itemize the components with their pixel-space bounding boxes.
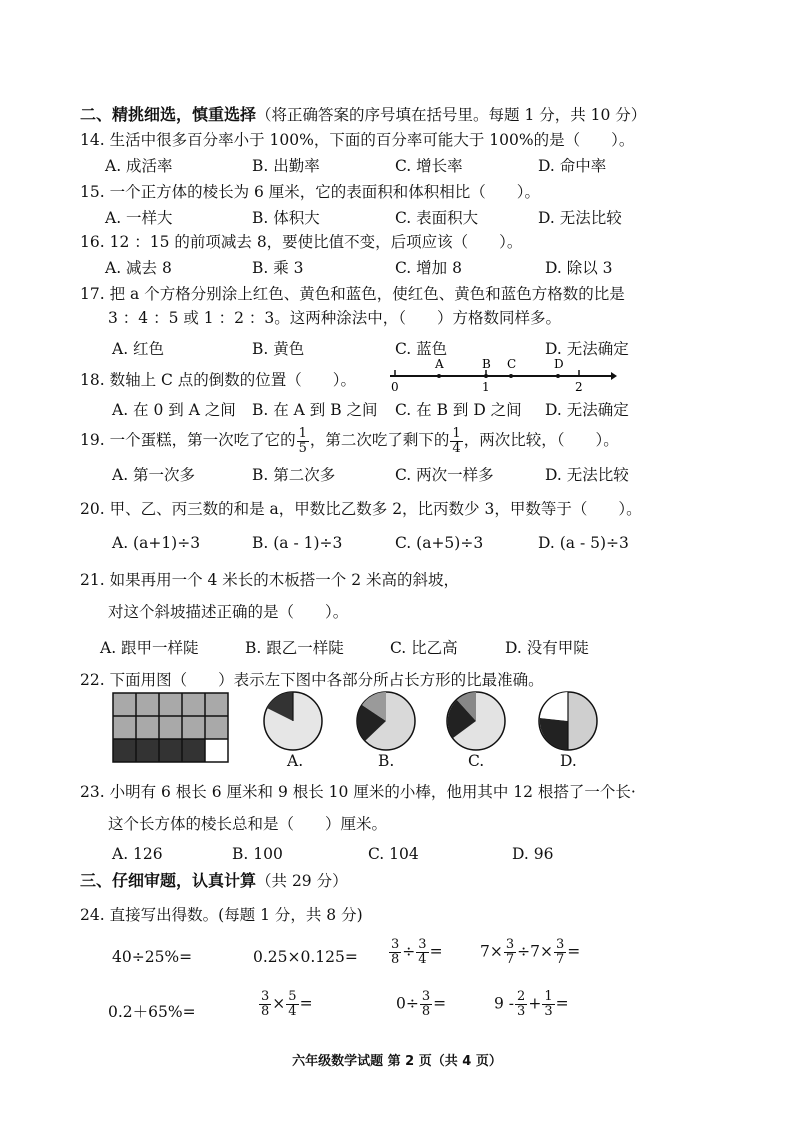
tick-label-0: 0	[391, 380, 399, 393]
option-c[interactable]: C. 蓝色	[395, 340, 448, 358]
question-number: 22.	[80, 671, 105, 689]
denominator: 7	[555, 952, 565, 967]
question-text: 一个正方体的棱长为 6 厘米，它的表面积和体积相比（ ）。	[109, 183, 541, 201]
point-c	[509, 374, 513, 378]
numerator: 1	[298, 425, 307, 441]
question-text: 直接写出得数。(每题 1 分，共 8 分)	[109, 906, 363, 924]
page-footer: 六年级数学试题 第 2 页（共 4 页）	[292, 1054, 502, 1069]
option-b[interactable]: B. 跟乙一样陡	[245, 639, 344, 657]
question-22	[80, 668, 544, 690]
question-text: 甲、乙、丙三数的和是 a，甲数比乙数多 2，比丙数少 3，甲数等于（ ）。	[109, 500, 642, 518]
option-c[interactable]: C. 104	[368, 845, 419, 863]
question-21	[80, 568, 459, 590]
question-23	[80, 780, 636, 802]
question-20	[80, 497, 642, 519]
option-a[interactable]: A. 减去 8	[105, 259, 172, 277]
fraction	[286, 990, 298, 1019]
question-text: 12 ：15 的前项减去 8，要使比值不变，后项应该（ ）。	[109, 233, 523, 251]
pie-option-c[interactable]	[445, 690, 507, 752]
numerator: 3	[421, 989, 431, 1004]
question-number: 21.	[80, 571, 105, 589]
option-c[interactable]: C. (a+5)÷3	[395, 534, 484, 552]
denominator: 4	[288, 1004, 297, 1019]
denominator: 8	[391, 952, 400, 967]
numerator: 3	[505, 937, 515, 952]
denominator: 3	[544, 1004, 553, 1019]
section3-instruction: （共 29 分）	[256, 872, 348, 890]
numerator: 3	[418, 937, 427, 952]
operator: ÷7×	[517, 942, 553, 961]
calc-item-7	[396, 990, 446, 1019]
option-d[interactable]: D. 无法确定	[545, 340, 629, 358]
numerator: 2	[517, 989, 526, 1004]
numerator: 5	[288, 989, 297, 1004]
operand: 7×	[480, 942, 503, 961]
option-d[interactable]: D. (a - 5)÷3	[538, 534, 629, 552]
option-a[interactable]: A. 一样大	[105, 209, 173, 227]
denominator: 4	[418, 952, 427, 967]
question-number: 18.	[80, 371, 105, 389]
option-a[interactable]: A. 在 0 到 A 之间	[112, 401, 236, 419]
calc-item-8	[494, 990, 569, 1019]
numerator: 3	[391, 937, 400, 952]
fraction	[416, 938, 428, 967]
denominator: 8	[421, 1004, 431, 1019]
calc-item-5: 0.2＋65%=	[108, 1003, 196, 1021]
point-d	[556, 374, 560, 378]
option-c[interactable]: C. 表面积大	[395, 209, 479, 227]
option-d[interactable]: D. 除以 3	[545, 259, 613, 277]
option-b[interactable]: B. 黄色	[252, 340, 305, 358]
denominator: 8	[261, 1004, 270, 1019]
point-c-label: C	[507, 357, 517, 371]
question-text-continued: 3 ：4 ：5 或 1 ：2 ：3。这两种涂法中，（ ）方格数同样多。	[108, 309, 561, 327]
option-a[interactable]: A. 红色	[112, 340, 165, 358]
number-line	[385, 355, 617, 393]
section2-title: 二、精挑细选，慎重选择	[80, 105, 257, 124]
question-17	[80, 282, 625, 304]
option-c[interactable]: C. 两次一样多	[395, 466, 494, 484]
option-b[interactable]: B. 出勤率	[252, 157, 320, 175]
option-d[interactable]: D. 无法确定	[545, 401, 629, 419]
numerator: 1	[544, 989, 553, 1004]
calc-item-1: 40÷25%=	[112, 948, 193, 966]
fraction	[259, 990, 271, 1019]
calc-item-4	[480, 938, 580, 967]
pie-option-b[interactable]	[355, 690, 417, 752]
option-a[interactable]: A. 第一次多	[112, 466, 196, 484]
fraction	[542, 990, 554, 1019]
option-a[interactable]: A. 成活率	[105, 157, 173, 175]
section2-heading	[80, 102, 646, 125]
denominator: 7	[505, 952, 515, 967]
fraction	[389, 938, 401, 967]
fraction	[504, 938, 516, 967]
question-number: 19.	[80, 431, 105, 449]
equals: =	[299, 994, 313, 1013]
pie-option-a[interactable]	[262, 690, 324, 752]
equals: =	[567, 942, 581, 961]
option-a[interactable]: A. (a+1)÷3	[112, 534, 201, 552]
question-text: 下面用图（ ）表示左下图中各部分所占长方形的比最准确。	[109, 671, 544, 689]
question-text: 如果再用一个 4 米长的木板搭一个 2 米高的斜坡，	[109, 571, 460, 589]
option-b[interactable]: B. (a - 1)÷3	[252, 534, 343, 552]
denominator: 4	[452, 440, 461, 456]
question-number: 15.	[80, 183, 105, 201]
section3-heading	[80, 868, 348, 891]
option-b-label[interactable]: B.	[378, 752, 395, 770]
question-number: 16.	[80, 233, 105, 251]
question-14	[80, 128, 634, 150]
question-15	[80, 180, 540, 202]
option-c[interactable]: C. 在 B 到 D 之间	[395, 401, 522, 419]
question-text: ，两次比较，（ ）。	[463, 431, 619, 449]
denominator: 5	[298, 440, 307, 456]
equals: =	[433, 994, 447, 1013]
fraction	[554, 938, 566, 967]
option-d[interactable]: D. 命中率	[538, 157, 607, 175]
option-d[interactable]: D. 96	[512, 845, 554, 863]
option-d[interactable]: D. 无法比较	[538, 209, 622, 227]
fraction	[515, 990, 527, 1019]
question-text-continued: 对这个斜坡描述正确的是（ ）。	[108, 603, 349, 621]
grid-figure	[112, 692, 230, 764]
option-c[interactable]: C. 比乙高	[390, 639, 458, 657]
fraction	[450, 427, 462, 456]
option-b[interactable]: B. 乘 3	[252, 259, 304, 277]
tick-label-1: 1	[482, 380, 490, 393]
point-a	[437, 374, 441, 378]
point-a-label: A	[435, 357, 444, 371]
question-24	[80, 903, 363, 925]
equals: =	[555, 994, 569, 1013]
question-18	[80, 368, 356, 390]
pie-option-d[interactable]	[537, 690, 599, 752]
point-b-label: B	[482, 357, 491, 371]
option-d-label[interactable]: D.	[560, 752, 577, 770]
question-text: 数轴上 C 点的倒数的位置（ ）。	[109, 371, 357, 389]
section2-instruction: （将正确答案的序号填在括号里。每题 1 分，共 10 分）	[256, 106, 647, 124]
option-d[interactable]: D. 没有甲陡	[505, 639, 589, 657]
question-19	[80, 424, 619, 456]
question-text: 小明有 6 根长 6 厘米和 9 根长 10 厘米的小棒，他用其中 12 根搭了一个长·	[109, 783, 636, 801]
question-number: 23.	[80, 783, 105, 801]
calc-item-2: 0.25×0.125=	[253, 948, 358, 966]
question-text: ，第二次吃了剩下的	[309, 431, 450, 449]
operator: ÷	[402, 942, 416, 961]
denominator: 3	[517, 1004, 526, 1019]
equals: =	[429, 942, 443, 961]
question-text: 一个蛋糕，第一次吃了它的	[109, 431, 296, 449]
option-a-label[interactable]: A.	[287, 752, 304, 770]
option-b[interactable]: B. 第二次多	[252, 466, 336, 484]
calc-item-6	[258, 990, 313, 1019]
question-text-continued: 这个长方体的棱长总和是（ ）厘米。	[108, 815, 388, 833]
question-number: 17.	[80, 285, 105, 303]
point-d-label: D	[554, 357, 564, 371]
option-c[interactable]: C. 增加 8	[395, 259, 462, 277]
question-number: 14.	[80, 131, 105, 149]
point-b	[484, 374, 488, 378]
fraction	[297, 427, 309, 456]
question-number: 24.	[80, 906, 105, 924]
option-b[interactable]: B. 体积大	[252, 209, 320, 227]
operator: +	[528, 994, 542, 1013]
question-number: 20.	[80, 500, 105, 518]
operand: 0÷	[396, 994, 419, 1013]
question-16	[80, 230, 522, 252]
operand: 9 -	[494, 994, 515, 1013]
option-c-label[interactable]: C.	[468, 752, 485, 770]
option-a[interactable]: A. 跟甲一样陡	[100, 639, 199, 657]
fraction	[420, 990, 432, 1019]
numerator: 3	[555, 937, 565, 952]
operator: ×	[272, 994, 286, 1013]
option-b[interactable]: B. 在 A 到 B 之间	[252, 401, 378, 419]
numerator: 3	[261, 989, 270, 1004]
numerator: 1	[452, 425, 461, 441]
option-d[interactable]: D. 无法比较	[545, 466, 629, 484]
section3-title: 三、仔细审题，认真计算	[80, 871, 257, 890]
question-text: 生活中很多百分率小于 100%，下面的百分率可能大于 100%的是（ ）。	[109, 131, 635, 149]
question-text: 把 a 个方格分别涂上红色、黄色和蓝色，使红色、黄色和蓝色方格数的比是	[109, 285, 625, 303]
option-b[interactable]: B. 100	[232, 845, 283, 863]
calc-item-3	[388, 938, 443, 967]
option-a[interactable]: A. 126	[112, 845, 163, 863]
tick-label-2: 2	[575, 380, 583, 393]
option-c[interactable]: C. 增长率	[395, 157, 463, 175]
